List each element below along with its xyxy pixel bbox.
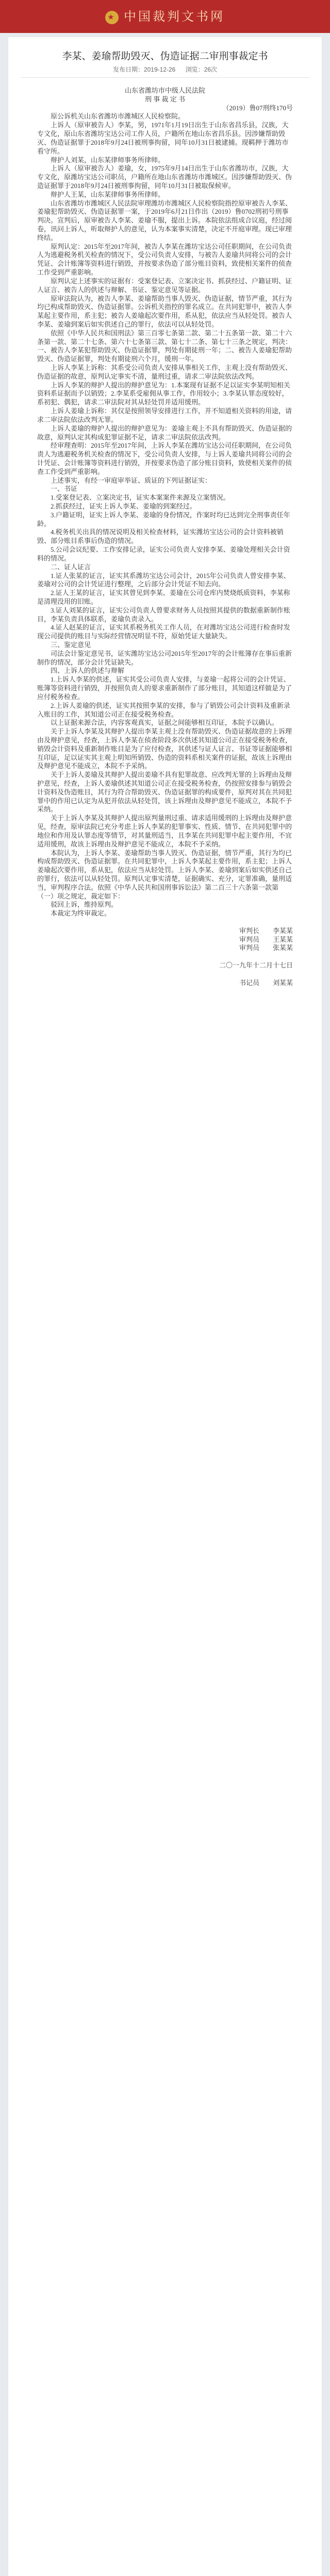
document-paragraph: 原判认定上述事实的证据有：受案登记表、立案决定书、抓获经过、户籍证明、证人证言、被告人的供述与辩解、书证、鉴定意见等证据。 [37, 277, 292, 294]
document-paragraph: 上诉人姜瑜上诉称：其仅是按照领导安排进行工作，并不知道相关资料的用途，请求二审法院依法改判无罪。 [37, 407, 292, 423]
national-emblem-icon: ★ [105, 11, 119, 24]
document-paragraph: 上诉人姜瑜的辩护人提出的辩护意见为：姜瑜主观上不具有帮助毁灭、伪造证据的故意，原判认定其构成犯罪证据不足，请求二审法院依法改判。 [37, 424, 292, 441]
document-paragraph: 四、上诉人的供述与辩解 [51, 667, 125, 675]
document-paragraph: 审判员 王某某 [239, 935, 293, 943]
document-paragraph: 1.受案登记表、立案决定书，证实本案案件来源及立案情况。 [51, 494, 230, 502]
document-paragraph: 2.上诉人姜瑜的供述，证实其按照李某的安排，参与了销毁公司会计资料及重新录入账目的工作，其知道公司正在接受税务检查。 [37, 701, 290, 718]
document-paragraph: 依照《中华人民共和国刑法》第三百零七条第二款、第二十五条第一款、第二十六条第一款、第二十七条、第六十七条第三款、第七十二条、第七十三条之规定，判决：一、被告人李某犯帮助毁灭、伪造证据罪，判处有期徒刑一年；二、被告人姜瑜犯帮助毁灭、伪造证据罪，判处有期徒刑六个月，缓刑一年。 [37, 329, 292, 363]
document-paragraph: 山东省潍坊市潍城区人民法院审理潍坊市潍城区人民检察院指控原审被告人李某、姜瑜犯帮助毁灭、伪造证据罪一案，于2019年6月21日作出（2019）鲁0702刑初号刑事判决。宣判后，原审被告人李某、姜瑜不服，提出上诉。本院依法组成合议庭，经过阅卷，讯问上诉人，听取辩护人的意见，认为本案事实清楚，决定不开庭审理。现已审理终结。 [37, 199, 292, 242]
site-logo[interactable] [0, 6, 330, 24]
document-paragraph: 上诉人李某的辩护人提出的辩护意见为：1.本案现有证据不足以证实李某明知相关资料系证据而予以销毁；2.李某系受雇佣从事工作，作用较小；3.李某认罪态度较好，系初犯、偶犯，请求二审法院对其从轻处罚并适用缓刑。 [37, 381, 290, 406]
blank-line [37, 953, 293, 961]
document-title: 李某、姜瑜帮助毁灭、伪造证据二审刑事裁定书 [62, 51, 268, 62]
document-meta [8, 65, 322, 74]
document-paragraph: 辩护人刘某，山东某律师事务所律师。 [51, 156, 165, 164]
document-card [8, 37, 322, 2576]
view-count: 浏览：26次 [185, 66, 218, 73]
document-paragraph: （2019）鲁07刑终170号 [222, 104, 293, 112]
document-paragraph: 1.证人张某的证言，证实其系潍坊宝达公司会计，2015年公司负责人曾安排李某、姜瑜对公司的会计凭证进行整理，之后部分会计凭证不知去向。 [37, 571, 290, 588]
document-paragraph: 关于上诉人李某及其辩护人提出原判量刑过重、请求适用缓刑的上诉理由及辩护意见，经查，原审法院已充分考虑上诉人李某的犯罪事实、性质、情节、在共同犯罪中的地位和作用及认罪态度等情节，对其量刑适当，且李某在共同犯罪中起主要作用，不宜适用缓刑，故该上诉理由及辩护意见不能成立，本院不予采纳。 [37, 814, 292, 848]
site-title: 中国裁判文书网 [124, 10, 225, 24]
document-paragraph: 山东省潍坊市中级人民法院 [124, 87, 205, 94]
document-paragraph: 上诉人（原审被告人）姜瑜，女，1975年9月14日出生于山东省潍坊市，汉族，大专文化，原潍坊宝达公司职员，户籍所在地山东省潍坊市潍城区。因涉嫌帮助毁灭、伪造证据罪于2018年9月24日被刑事拘留，同年10月31日被取保候审。 [37, 164, 292, 190]
document-paragraph: 上诉人李某上诉称：其系受公司负责人安排从事相关工作，主观上没有帮助毁灭、伪造证据的故意，原判认定事实不清，量刑过重，请求二审法院依法改判。 [37, 364, 292, 380]
blank-line [37, 918, 293, 927]
document-paragraph: 经审理查明：2015年至2017年间，上诉人李某在潍坊宝达公司任职期间，在公司负责人为逃避税务机关检查的情况下，受公司负责人安排，与上诉人姜瑜共同将公司的会计凭证、会计账簿等资料进行销毁，并按要求伪造了部分账目资料，致使相关案件的侦查工作受到严重影响。 [37, 442, 292, 476]
document-paragraph: 司法会计鉴定意见书，证实潍坊宝达公司2015年至2017年的会计账簿存在事后重新制作的情况，部分会计凭证缺失。 [37, 649, 292, 666]
document-paragraph: 刑 事 裁 定 书 [144, 95, 185, 103]
document-paragraph: 4.证人赵某的证言，证实其系税务机关工作人员，在对潍坊宝达公司进行检查时发现公司提供的账目与实际经营情况明显不符，原始凭证大量缺失。 [37, 623, 290, 640]
document-paragraph: 关于上诉人李某及其辩护人提出李某主观上没有帮助毁灭、伪造证据故意的上诉理由及辩护意见，经查，上诉人李某在侦查阶段多次供述其知道公司正在接受税务检查，销毁会计资料及重新制作账目是为了应付检查，其供述与证人证言、书证等证据能够相互印证，足以证实其主观上明知所销毁、伪造的资料系相关案件的证据，故该上诉理由及辩护意见不能成立，本院不予采纳。 [37, 727, 292, 770]
document-paragraph: 二、证人证言 [51, 563, 91, 571]
document-paragraph: 本院认为，上诉人李某、姜瑜帮助当事人毁灭、伪造证据，情节严重，其行为均已构成帮助毁灭、伪造证据罪。在共同犯罪中，上诉人李某起主要作用，系主犯；上诉人姜瑜起次要作用，系从犯，依法应当从轻处罚。上诉人李某、姜瑜到案后如实供述自己的罪行，依法可以从轻处罚。原判认定事实清楚，证据确实、充分，定罪准确，量刑适当，审判程序合法。依照《中华人民共和国刑事诉讼法》第二百三十六条第一款第（一）项之规定，裁定如下： [37, 849, 292, 900]
site-header [0, 0, 330, 33]
document-paragraph: 2.抓获经过，证实上诉人李某、姜瑜的到案经过。 [51, 502, 196, 510]
document-paragraph: 辩护人王某，山东某律师事务所律师。 [51, 190, 165, 198]
document-paragraph: 书记员 刘某某 [239, 978, 293, 987]
publish-date: 发布日期：2019-12-26 [112, 66, 176, 73]
document-paragraph: 二〇一九年十二月十七日 [219, 961, 293, 970]
document-paragraph: 5.公司会议纪要、工作安排记录，证实公司负责人安排李某、姜瑜处理相关会计资料的情况。 [37, 546, 290, 562]
document-paragraph: 原公诉机关山东省潍坊市潍城区人民检察院。 [51, 112, 185, 121]
document-paragraph: 上诉人（原审被告人）李某，男，1971年1月19日出生于山东省昌乐县，汉族，大专文化，原山东省潍坊宝达公司工作人员，户籍所在地山东省昌乐县。因涉嫌帮助毁灭、伪造证据罪于2018年9月24日被刑事拘留，同年10月31日被逮捕。现羁押于潍坊市看守所。 [37, 121, 289, 155]
document-paragraph: 3.户籍证明，证实上诉人李某、姜瑜的身份情况，作案时均已达到完全刑事责任年龄。 [37, 511, 290, 528]
document-paragraph: 审判长 李某某 [239, 926, 293, 935]
document-body [37, 87, 293, 988]
document-paragraph: 驳回上诉，维持原判。 [51, 901, 118, 909]
document-paragraph: 以上证据来源合法，内容客观真实，证据之间能够相互印证，本院予以确认。 [51, 719, 279, 727]
document-paragraph: 上述事实，有经一审庭审举证、质证的下列证据证实： [51, 476, 212, 484]
document-paragraph: 原审法院认为，被告人李某、姜瑜帮助当事人毁灭、伪造证据，情节严重，其行为均已构成帮助毁灭、伪造证据罪。公诉机关指控的罪名成立。在共同犯罪中，被告人李某起主要作用，系主犯；被告人姜瑜起次要作用，系从犯，依法应当从轻处罚。被告人李某、姜瑜到案后如实供述自己的罪行，依法可以从轻处罚。 [37, 294, 292, 328]
document-paragraph: 原判认定：2015年至2017年间，被告人李某在潍坊宝达公司任职期间，在公司负责人为逃避税务机关检查的情况下，受公司负责人安排，与被告人姜瑜共同将公司的会计凭证、会计账簿等资料进行销毁，并按要求伪造了部分账目资料，致使相关案件的侦查工作受到严重影响。 [37, 242, 292, 277]
document-paragraph: 三、鉴定意见 [51, 641, 91, 649]
title-divider [21, 77, 309, 78]
document-paragraph: 4.税务机关出具的情况说明及相关检查材料，证实潍坊宝达公司的会计资料被销毁、部分账目系事后伪造的情况。 [37, 528, 284, 545]
document-paragraph: 关于上诉人姜瑜及其辩护人提出姜瑜不具有犯罪故意、应改判无罪的上诉理由及辩护意见，经查，上诉人姜瑜供述其知道公司正在接受税务检查，仍按照安排参与销毁会计资料及伪造账目，其行为符合帮助毁灭、伪造证据罪的构成要件，原判对其在共同犯罪中的作用已认定为从犯并依法从轻处罚，该上诉理由及辩护意见不能成立，本院不予采纳。 [37, 771, 292, 814]
blank-line [37, 970, 293, 979]
document-paragraph: 3.证人刘某的证言，证实公司负责人曾要求财务人员按照其提供的数据重新制作账目，李某负责具体联系，姜瑜负责录入。 [37, 606, 290, 623]
document-paragraph: 1.上诉人李某的供述，证实其受公司负责人安排，与姜瑜一起将公司的会计凭证、账簿等资料进行销毁，并按照负责人的要求重新制作了部分账目，其知道这样做是为了应付税务检查。 [37, 675, 292, 701]
document-paragraph: 审判员 张某某 [239, 944, 293, 952]
document-paragraph: 2.证人王某的证言，证实其曾见到李某、姜瑜在公司仓库内焚烧纸质资料，李某称是清理没用的旧账。 [37, 589, 290, 605]
document-paragraph: 一、书证 [51, 485, 78, 493]
document-paragraph: 本裁定为终审裁定。 [51, 909, 111, 918]
